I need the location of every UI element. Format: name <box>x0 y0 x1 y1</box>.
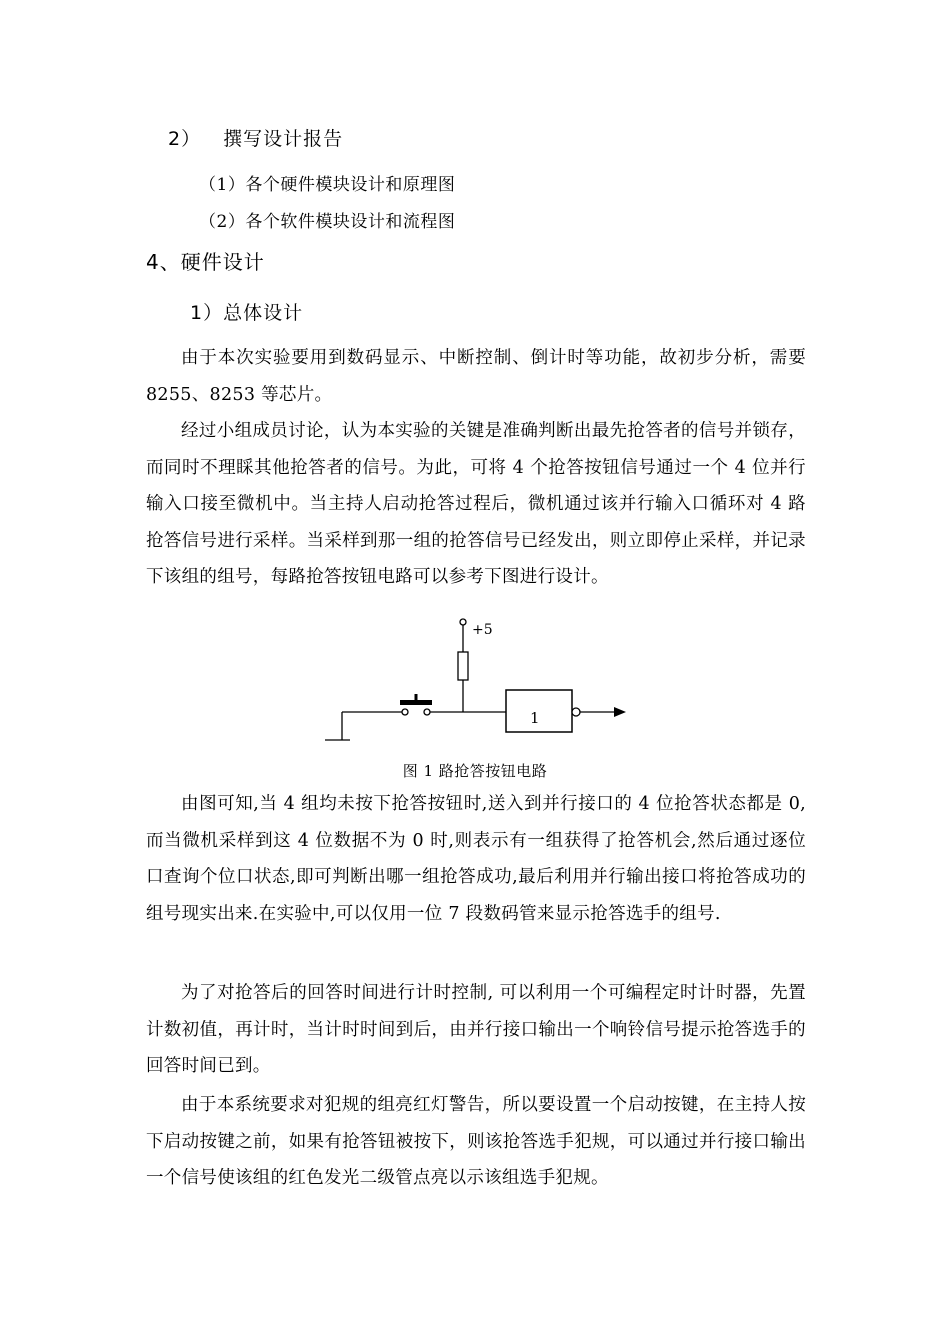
report-item-hardware: （1）各个硬件模块设计和原理图 <box>199 175 456 195</box>
paragraph-sampling: 由图可知,当 4 组均未按下抢答按钮时,送入到并行接口的 4 位抢答状态都是 0,而当微机采样到这 4 位数据不为 0 时,则表示有一组获得了抢答机会,然后通过逐位口查询个位口状态,即可判断出哪一组抢答成功,最后利用并行输出接口将抢答成功的组号现实出来.在实验中,可以仅用一位 7 段数码管来显示抢答选手的组号. <box>146 794 806 924</box>
button-contact-left <box>402 709 408 715</box>
pull-up-resistor <box>458 652 468 680</box>
figure-caption: 图 1 路抢答按钮电路 <box>402 762 548 780</box>
paragraph-latch: 经过小组成员讨论，认为本实验的关键是准确判断出最先抢答者的信号并锁存，而同时不理睬其他抢答者的信号。为此，可将 4 个抢答按钮信号通过一个 4 位并行输入口接至微机中。当主持人启动抢答过程后，微机通过该并行输入口循环对 4 路抢答信号进行采样。当采样到那一组的抢答信号已经发出，则立即停止采样，并记录下该组的组号，每路抢答按钮电路可以参考下图进行设计。 <box>146 421 806 587</box>
report-item-software: （2）各个软件模块设计和流程图 <box>199 212 456 232</box>
paragraph-chips: 由于本次实验要用到数码显示、中断控制、倒计时等功能，故初步分析，需要 8255、8253 等芯片。 <box>146 348 806 405</box>
button-circuit-figure <box>320 612 640 752</box>
push-button-bar <box>400 700 432 705</box>
section-title: 撰写设计报告 <box>223 128 344 150</box>
button-contact-right <box>424 709 430 715</box>
section-number: 2） <box>168 128 202 150</box>
inverter-bubble <box>572 708 580 716</box>
gate-label: 1 <box>530 709 540 727</box>
supply-terminal <box>460 619 466 625</box>
paragraph-foul: 由于本系统要求对犯规的组亮红灯警告，所以要设置一个启动按键，在主持人按下启动按键之前，如果有抢答钮被按下，则该抢答选手犯规，可以通过并行接口输出一个信号使该组的红色发光二级管点亮以示该组选手犯规。 <box>146 1095 806 1188</box>
section-heading-report <box>168 124 343 151</box>
supply-label: +5 <box>472 622 493 638</box>
subsection-heading-overall: 1）总体设计 <box>190 302 304 324</box>
paragraph-timer: 为了对抢答后的回答时间进行计时控制, 可以利用一个可编程定时计时器，先置计数初值，再计时，当计时时间到后，由并行接口输出一个响铃信号提示抢答选手的回答时间已到。 <box>146 983 806 1076</box>
circuit-diagram <box>320 612 640 752</box>
chapter-heading-hardware: 4、硬件设计 <box>146 250 265 274</box>
output-arrow <box>614 707 626 717</box>
